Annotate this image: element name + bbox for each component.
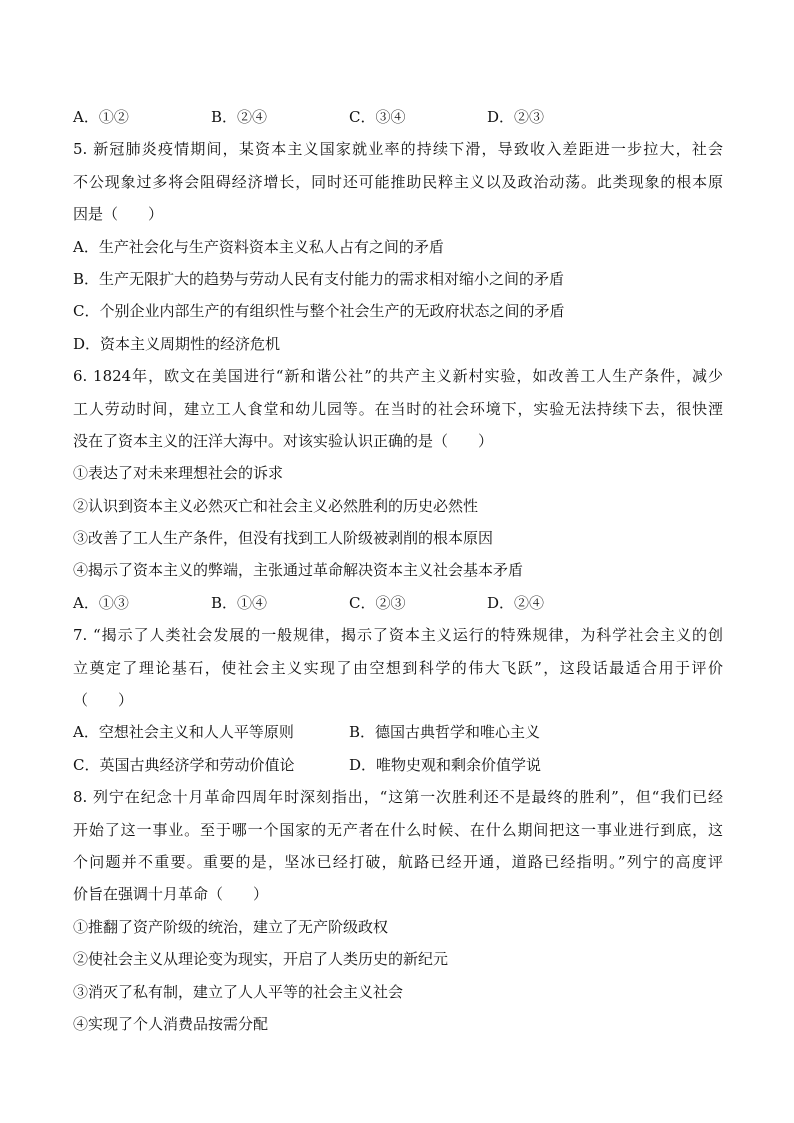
q6-statement-1: ①表达了对未来理想社会的诉求	[73, 464, 284, 483]
q6-stem-line-3: 没在了资本主义的汪洋大海中。对该实验认识正确的是（ ）	[73, 431, 494, 450]
q8-stem-line-2: 开始了这一事业。至于哪一个国家的无产者在什么时候、在什么期间把这一事业进行到底，这	[73, 820, 723, 839]
q5-option-a: A．生产社会化与生产资料资本主义私人占有之间的矛盾	[73, 237, 444, 256]
q5-stem-line-2: 不公现象过多将会阻碍经济增长，同时还可能推助民粹主义以及政治动荡。此类现象的根本原	[73, 172, 723, 191]
q8-statement-3: ③消灭了私有制，建立了人人平等的社会主义社会	[73, 982, 404, 1001]
q5-option-c: C．个别企业内部生产的有组织性与整个社会生产的无政府状态之间的矛盾	[73, 302, 565, 321]
q6-statement-3: ③改善了工人生产条件，但没有找到工人阶级被剥削的根本原因	[73, 529, 494, 548]
q8-stem-line-1: 8. 列宁在纪念十月革命四周年时深刻指出，“这第一次胜利还不是最终的胜利”，但“我们已经	[73, 788, 723, 807]
q6-stem-line-2: 工人劳动时间，建立工人食堂和幼儿园等。在当时的社会环境下，实验无法持续下去，很快湮	[73, 399, 723, 418]
q6-options	[73, 587, 723, 619]
q6-option-b: B．①④	[211, 593, 268, 612]
question-8	[73, 781, 723, 1040]
q8-statement-4: ④实现了个人消费品按需分配	[73, 1014, 269, 1033]
q7-options-row-1	[73, 716, 723, 748]
q6-option-a: A．①③	[73, 593, 129, 612]
q8-statement-2: ②使社会主义从理论变为现实，开启了人类历史的新纪元	[73, 950, 449, 969]
question-5	[73, 133, 723, 360]
q7-option-a: A．空想社会主义和人人平等原则	[73, 723, 294, 742]
q4-option-a: A．①②	[73, 108, 129, 126]
q7-stem-line-1: 7. “揭示了人类社会发展的一般规律，揭示了资本主义运行的特殊规律，为科学社会主义的创	[73, 626, 723, 645]
q7-option-c: C．英国古典经济学和劳动价值论	[73, 755, 295, 774]
q8-statement-1: ①推翻了资产阶级的统治，建立了无产阶级政权	[73, 917, 389, 936]
q7-stem-line-3: （ ）	[73, 691, 134, 710]
q7-stem-line-2: 立奠定了理论基石，使社会主义实现了由空想到科学的伟大飞跃”，这段话最适合用于评价	[73, 658, 723, 677]
q7-option-d: D．唯物史观和剩余价值学说	[349, 755, 542, 774]
q8-stem-line-3: 个问题并不重要。重要的是，坚冰已经打破，航路已经开通，道路已经指明。”列宁的高度评	[73, 852, 723, 871]
q5-stem-line-3: 因是（ ）	[73, 205, 164, 224]
question-7	[73, 619, 723, 781]
q5-option-d: D．资本主义周期性的经济危机	[73, 334, 281, 353]
q6-option-c: C．②③	[349, 593, 406, 612]
q7-options-row-2	[73, 749, 723, 781]
q4-option-b: B．②④	[211, 108, 268, 126]
q5-stem-line-1: 5. 新冠肺炎疫情期间，某资本主义国家就业率的持续下滑，导致收入差距进一步拉大，社会	[73, 140, 723, 159]
q6-option-d: D．②④	[487, 593, 545, 612]
q6-statement-4: ④揭示了资本主义的弊端，主张通过革命解决资本主义社会基本矛盾	[73, 561, 524, 580]
q5-option-b: B．生产无限扩大的趋势与劳动人民有支付能力的需求相对缩小之间的矛盾	[73, 269, 565, 288]
q4-options	[73, 101, 723, 133]
q4-option-d: D．②③	[487, 108, 545, 126]
q6-stem-line-1: 6. 1824年，欧文在美国进行“新和谐公社”的共产主义新村实验，如改善工人生产条件，减少	[73, 367, 723, 386]
q8-stem-line-4: 价旨在强调十月革命（ ）	[73, 885, 269, 904]
q6-statement-2: ②认识到资本主义必然灭亡和社会主义必然胜利的历史必然性	[73, 496, 479, 515]
question-6	[73, 360, 723, 619]
exam-page	[73, 101, 723, 1040]
q4-option-c: C．③④	[349, 108, 406, 126]
q7-option-b: B．德国古典哲学和唯心主义	[349, 723, 541, 742]
